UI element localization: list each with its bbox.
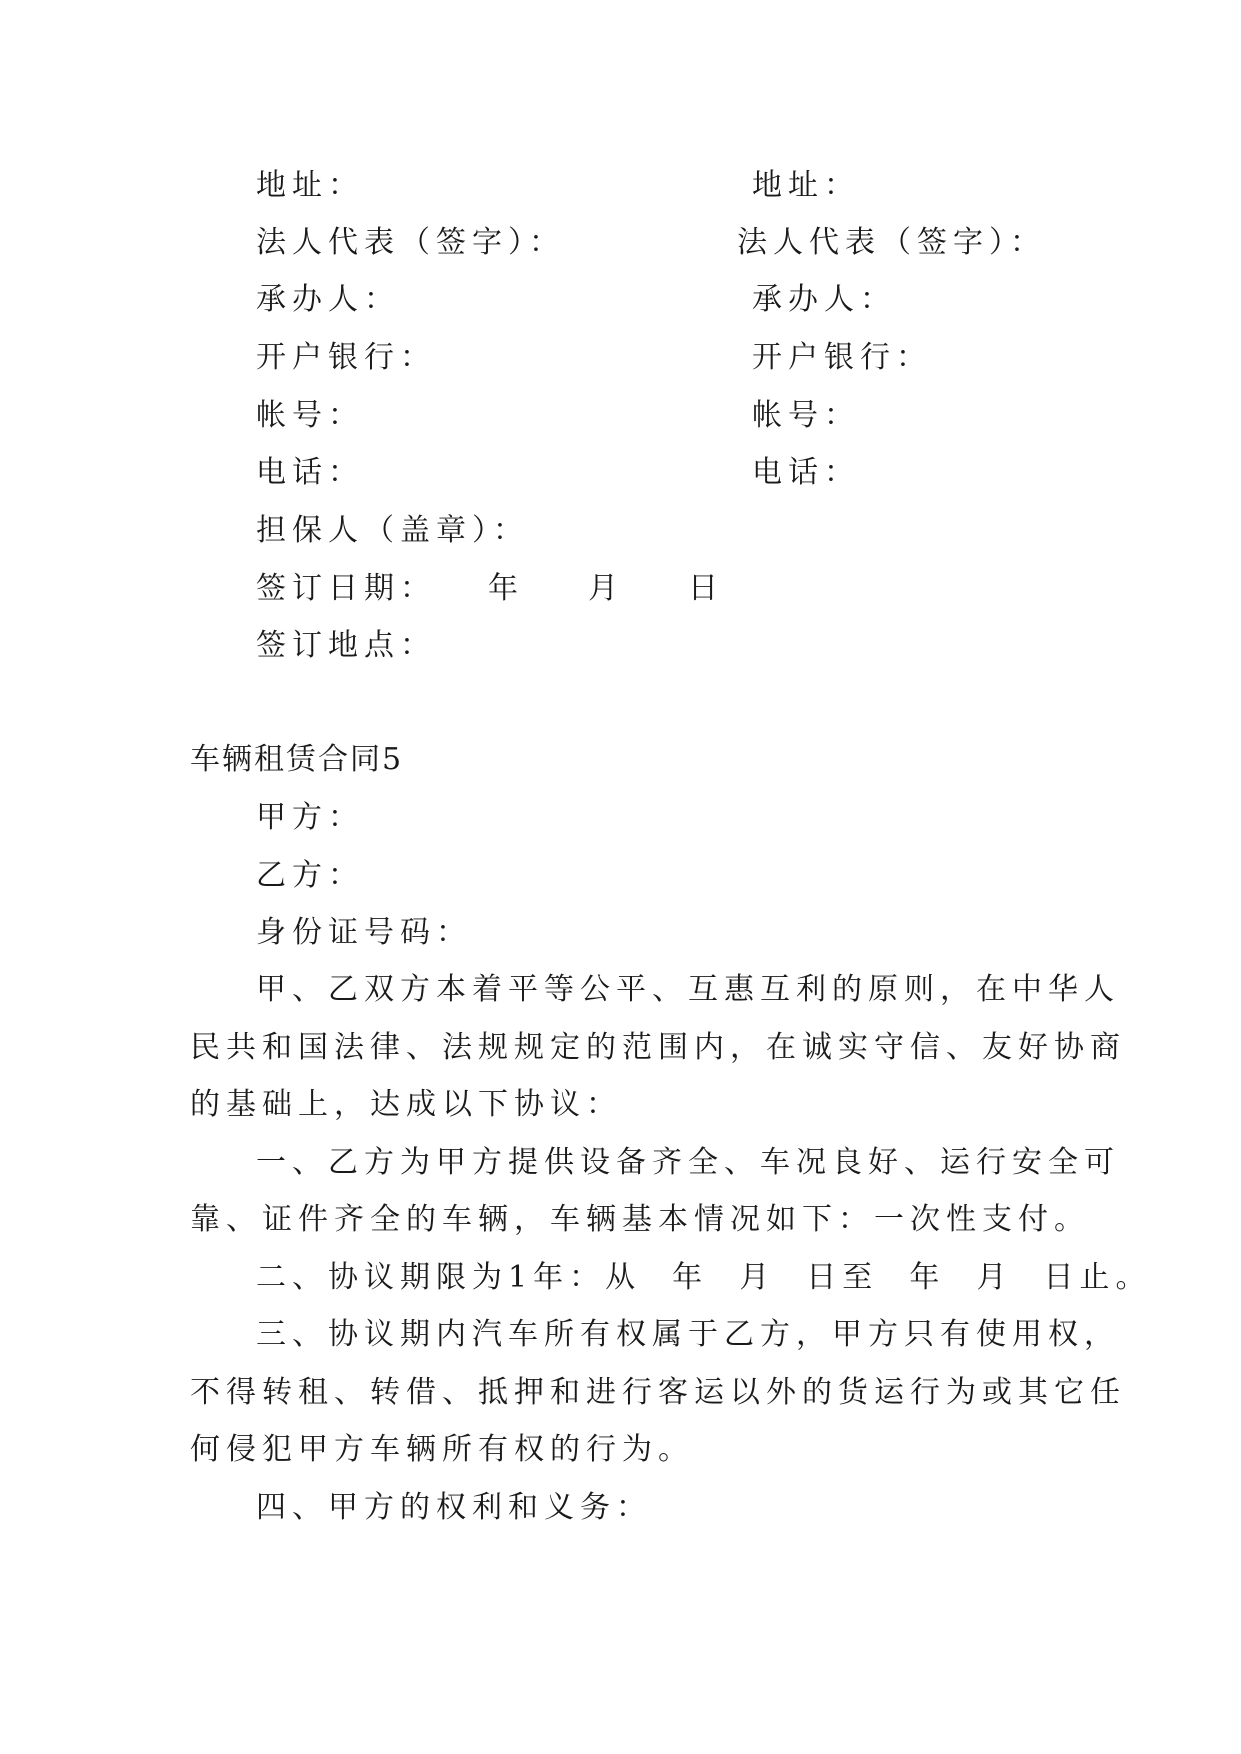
sign-date-day: 日 <box>688 571 724 606</box>
intro-line-3: 的基础上，达成以下协议： <box>190 1087 622 1122</box>
right-bank-label: 开户银行： <box>752 340 932 375</box>
clause2-line: 二、协议期限为1年：从 年 月 日至 年 月 日止。 <box>256 1260 1152 1295</box>
contract-title: 车辆租赁合同5 <box>190 742 404 777</box>
intro-line-2: 民共和国法律、法规规定的范围内，在诚实守信、友好协商 <box>190 1030 1126 1065</box>
clause4-line: 四、甲方的权利和义务： <box>256 1490 652 1525</box>
sign-date-row <box>256 569 756 609</box>
clause1-line-1: 一、乙方为甲方提供设备齐全、车况良好、运行安全可 <box>256 1145 1120 1180</box>
clause3-line-2: 不得转租、转借、抵押和进行客运以外的货运行为或其它任 <box>190 1375 1126 1410</box>
left-address-label: 地址： <box>256 168 364 203</box>
sign-date-label: 签订日期： <box>256 571 436 606</box>
party-b-label: 乙方： <box>256 858 364 893</box>
clause3-line-3: 何侵犯甲方车辆所有权的行为。 <box>190 1432 694 1467</box>
clause1-line-2: 靠、证件齐全的车辆，车辆基本情况如下：一次性支付。 <box>190 1202 1090 1237</box>
right-handler-label: 承办人： <box>752 282 896 317</box>
left-legal-rep-label: 法人代表（签字）： <box>256 225 565 260</box>
right-phone-label: 电话： <box>752 455 860 490</box>
party-a-label: 甲方： <box>256 800 364 835</box>
left-account-label: 帐号： <box>256 398 364 433</box>
left-bank-label: 开户银行： <box>256 340 436 375</box>
guarantor-label: 担保人（盖章）： <box>256 513 529 548</box>
right-legal-rep-label: 法人代表（签字）： <box>737 225 1046 260</box>
intro-line-1: 甲、乙双方本着平等公平、互惠互利的原则，在中华人 <box>256 972 1120 1007</box>
right-address-label: 地址： <box>752 168 860 203</box>
clause3-line-1: 三、协议期内汽车所有权属于乙方，甲方只有使用权， <box>256 1317 1120 1352</box>
left-handler-label: 承办人： <box>256 282 400 317</box>
sign-place-label: 签订地点： <box>256 628 436 663</box>
left-phone-label: 电话： <box>256 455 364 490</box>
sign-date-month: 月 <box>588 571 624 606</box>
right-account-label: 帐号： <box>752 398 860 433</box>
id-number-label: 身份证号码： <box>256 915 472 950</box>
sign-date-year: 年 <box>488 571 524 606</box>
